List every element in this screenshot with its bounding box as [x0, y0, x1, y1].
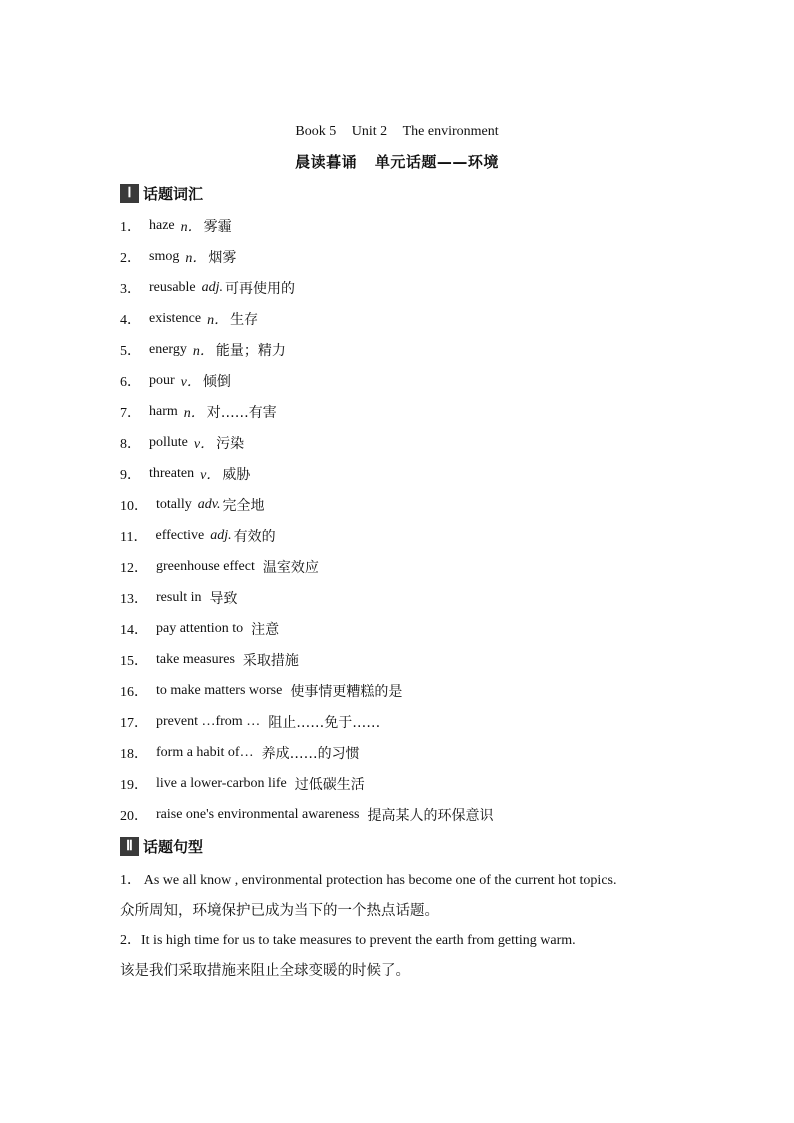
- vocab-meaning: 对……有害: [206, 404, 277, 421]
- vocab-meaning: 完全地: [222, 497, 265, 514]
- vocab-word: live a lower-carbon life: [156, 776, 287, 792]
- vocab-part-of-speech: n．: [185, 250, 207, 266]
- vocab-number: 11．: [120, 529, 148, 545]
- book-label: Book 5: [295, 124, 337, 139]
- vocab-number: 10．: [120, 498, 148, 514]
- vocab-section-title: 话题词汇: [143, 184, 204, 203]
- vocab-word: form a habit of…: [156, 745, 254, 761]
- vocab-meaning: 温室效应: [262, 560, 319, 577]
- vocab-number: 16．: [120, 685, 148, 701]
- vocab-word: energy: [149, 341, 187, 357]
- vocab-meaning: 雾霾: [203, 218, 232, 235]
- vocab-meaning: 导致: [209, 591, 238, 608]
- vocab-meaning: 能量；精力: [215, 342, 286, 359]
- vocab-item: [120, 583, 680, 614]
- vocab-item: [120, 676, 680, 707]
- vocab-item: [120, 520, 680, 551]
- vocab-item: [120, 272, 680, 303]
- vocab-word: reusable: [149, 279, 196, 295]
- vocab-number: 5．: [120, 343, 141, 359]
- subtitle-right: 单元话题——环境: [374, 153, 499, 171]
- vocab-word: take measures: [156, 652, 235, 668]
- vocab-meaning: 可再使用的: [225, 280, 296, 297]
- subtitle-left: 晨读暮诵: [295, 153, 358, 171]
- vocab-part-of-speech: n．: [192, 343, 214, 359]
- vocab-meaning: 注意: [251, 622, 280, 639]
- vocab-item: [120, 458, 680, 489]
- vocab-part-of-speech: adv.: [197, 496, 221, 512]
- vocab-item: [120, 489, 680, 520]
- vocab-item: [120, 707, 680, 738]
- vocab-number: 13．: [120, 592, 148, 608]
- vocab-item: [120, 334, 680, 365]
- vocab-number: 8．: [120, 436, 141, 452]
- vocab-meaning: 阻止……免于……: [268, 715, 381, 732]
- vocab-number: 6．: [120, 374, 141, 390]
- vocab-number: 19．: [120, 778, 148, 794]
- vocab-part-of-speech: adj.: [210, 527, 232, 543]
- vocab-number: 9．: [120, 467, 141, 483]
- vocab-number: 7．: [120, 405, 141, 421]
- vocab-number: 20．: [120, 809, 148, 825]
- vocab-word: harm: [149, 403, 178, 419]
- vocab-number: 4．: [120, 312, 141, 328]
- vocab-meaning: 使事情更糟糕的是: [290, 684, 403, 701]
- vocab-number: 15．: [120, 654, 148, 670]
- vocab-word: smog: [149, 248, 180, 264]
- vocab-item: [120, 210, 680, 241]
- vocab-meaning: 倾倒: [202, 373, 231, 390]
- vocab-number: 17．: [120, 716, 148, 732]
- sentence-english: 1． As we all know , environmental protection has become one of the current hot topics.: [120, 873, 617, 888]
- roman-numeral-badge: Ⅰ: [120, 184, 139, 203]
- vocab-word: totally: [156, 496, 192, 512]
- vocab-meaning: 养成……的习惯: [261, 746, 360, 763]
- unit-label: Unit 2: [351, 124, 388, 139]
- vocab-part-of-speech: v．: [180, 374, 201, 390]
- vocab-item: [120, 738, 680, 769]
- sentence-chinese: 众所周知，环境保护已成为当下的一个热点话题。: [120, 903, 439, 919]
- vocab-number: 12．: [120, 561, 148, 577]
- vocab-item: [120, 552, 680, 583]
- vocab-item: [120, 427, 680, 458]
- section-subtitle: [0, 151, 794, 172]
- vocab-meaning: 过低碳生活: [294, 777, 365, 794]
- sentence-english: 2．It is high time for us to take measures to prevent the earth from getting warm.: [120, 933, 576, 948]
- vocab-part-of-speech: n．: [183, 405, 205, 421]
- vocab-meaning: 生存: [230, 311, 259, 328]
- topic-label: The environment: [402, 124, 499, 139]
- vocab-item: [120, 365, 680, 396]
- vocab-number: 2．: [120, 250, 141, 266]
- vocab-word: result in: [156, 590, 202, 606]
- vocab-part-of-speech: n．: [180, 219, 202, 235]
- vocab-part-of-speech: v．: [200, 467, 221, 483]
- vocab-word: greenhouse effect: [156, 559, 255, 575]
- vocab-meaning: 烟雾: [208, 249, 237, 266]
- vocab-part-of-speech: adj.: [201, 279, 224, 295]
- vocab-number: 14．: [120, 623, 148, 639]
- vocab-part-of-speech: v．: [193, 436, 215, 452]
- vocab-meaning: 有效的: [233, 528, 276, 545]
- vocab-item: [120, 800, 680, 831]
- vocab-part-of-speech: n．: [207, 312, 229, 328]
- vocab-word: pour: [149, 372, 175, 388]
- vocab-word: prevent …from …: [156, 714, 261, 730]
- vocab-word: pay attention to: [156, 621, 244, 637]
- vocab-item: [120, 645, 680, 676]
- vocab-number: 18．: [120, 747, 148, 763]
- vocab-item: [120, 769, 680, 800]
- sentence-section-heading: [120, 836, 203, 856]
- vocab-item: [120, 614, 680, 645]
- vocab-word: raise one's environmental awareness: [156, 807, 360, 823]
- vocab-item: [120, 303, 680, 334]
- vocab-word: to make matters worse: [156, 683, 283, 699]
- vocab-word: existence: [149, 310, 202, 326]
- sentence-section-title: 话题句型: [143, 837, 204, 856]
- vocab-word: haze: [149, 217, 175, 233]
- vocab-meaning: 威胁: [222, 466, 251, 483]
- vocab-word: effective: [155, 527, 205, 543]
- vocab-meaning: 污染: [216, 435, 245, 452]
- vocab-meaning: 采取措施: [242, 653, 299, 670]
- sentence-chinese: 该是我们采取措施来阻止全球变暖的时候了。: [120, 963, 410, 979]
- vocab-number: 3．: [120, 281, 141, 297]
- vocab-meaning: 提高某人的环保意识: [367, 808, 494, 825]
- roman-numeral-badge: Ⅱ: [120, 837, 139, 856]
- vocab-list: [120, 210, 680, 831]
- sentence-list: [120, 866, 675, 986]
- book-unit-title: [0, 124, 794, 140]
- vocab-number: 1．: [120, 219, 141, 235]
- vocab-word: pollute: [149, 434, 188, 450]
- vocab-item: [120, 241, 680, 272]
- vocab-word: threaten: [149, 465, 195, 481]
- vocab-section-heading: [120, 183, 203, 203]
- vocab-item: [120, 396, 680, 427]
